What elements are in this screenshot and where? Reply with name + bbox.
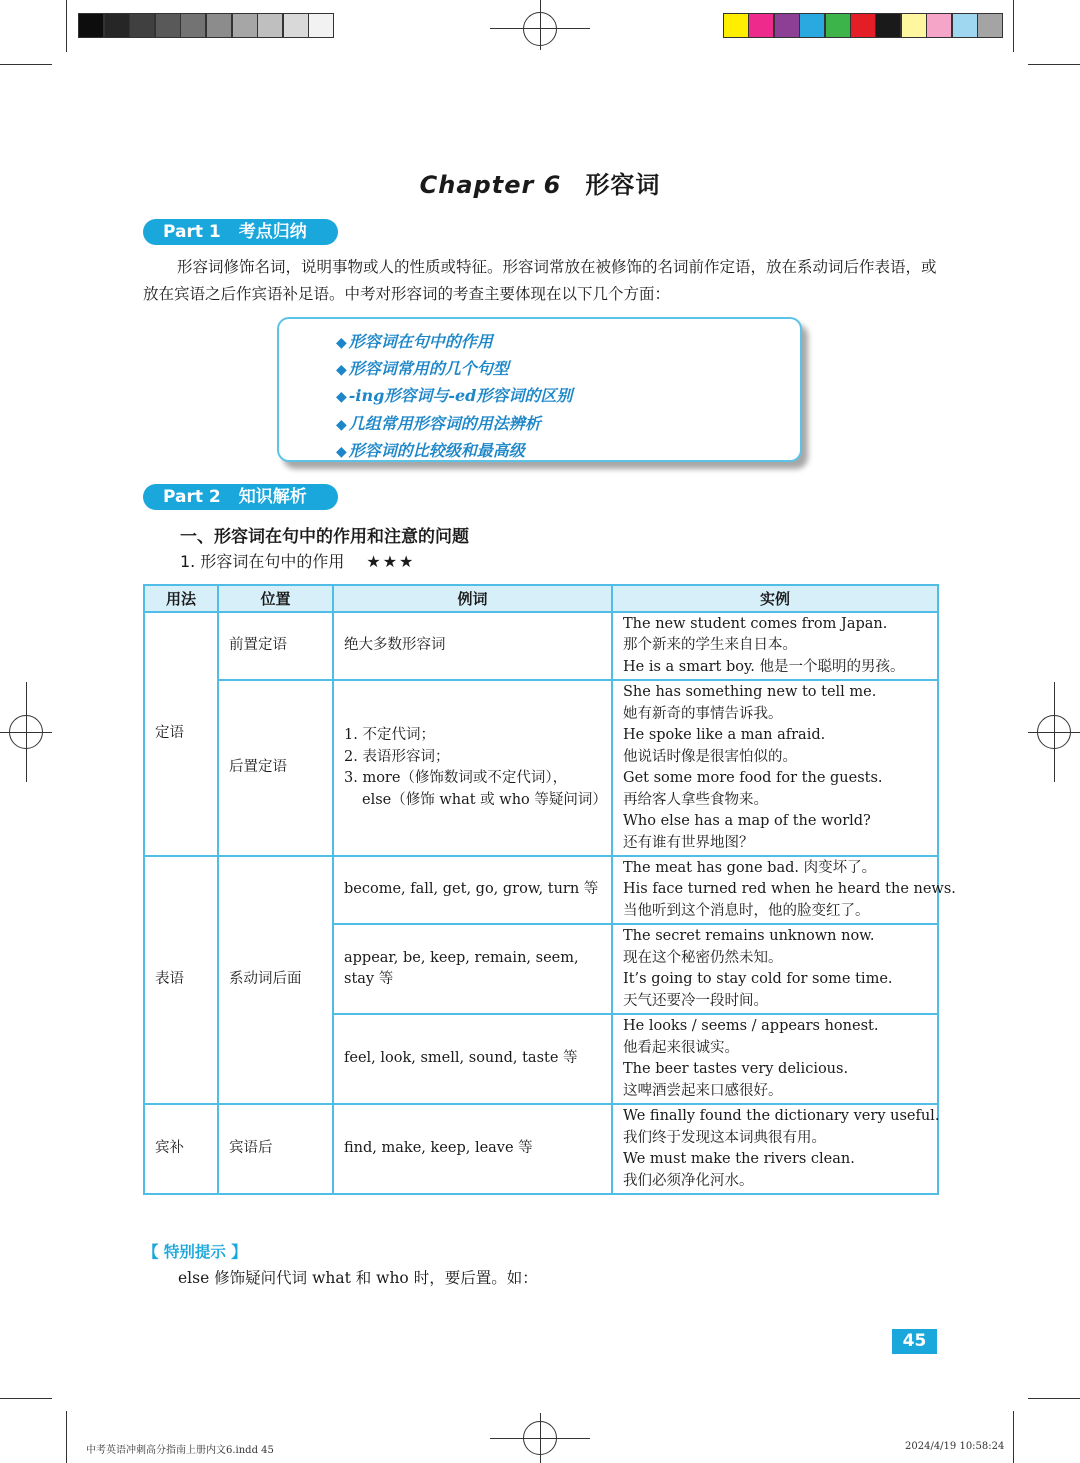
diamond-icon: ◆ [336, 416, 347, 433]
color-swatch [926, 13, 952, 38]
column-header: 实例 [612, 585, 938, 612]
section-heading: 一、形容词在句中的作用和注意的问题 [180, 527, 469, 547]
column-header: 例词 [333, 585, 612, 612]
part2-label: 知识解析 [238, 487, 307, 507]
diamond-icon: ◆ [336, 443, 347, 460]
key-point: ◆ 形容词常用的几个句型 [336, 359, 509, 379]
gray-swatch [104, 13, 130, 38]
gray-swatch [232, 13, 258, 38]
subsection-heading: 1. 形容词在句中的作用 ★★★ [180, 552, 416, 571]
table-header-row [144, 585, 938, 612]
footer-file-name: 中考英语冲刺高分指南上册内文6.indd 45 [86, 1445, 274, 1456]
gray-swatch [129, 13, 155, 38]
special-tip-title: 【 特别提示 】 [143, 1243, 247, 1261]
part1-label: 考点归纳 [238, 222, 307, 242]
examples-cell: She has something new to tell me. 她有新奇的事情告诉我。 He spoke like a man afraid. 他说话时像是很害怕似的。 Get some more food for the guests. 再给客人拿些食物来。 Who else has a map of the world? 还有谁有世界地图？ [612, 680, 938, 856]
position-cell: 系动词后面 [218, 856, 333, 1104]
part1-intro: 形容词修饰名词，说明事物或人的性质或特征。形容词常放在被修饰的名词前作定语，放在系动词后作表语，或放在宾语之后作宾语补足语。中考对形容词的考查主要体现在以下几个方面： [143, 258, 937, 303]
examples-cell: The meat has gone bad. 肉变坏了。 His face turned red when he heard the news. 当他听到这个消息时，他的脸变红了。 [612, 856, 938, 924]
diamond-icon: ◆ [336, 335, 347, 351]
part2-number: Part 2 [163, 487, 221, 507]
gray-swatch [257, 13, 283, 38]
special-tip-body: else 修饰疑问代词 what 和 who 时，要后置。如： [178, 1269, 538, 1287]
words-cell: feel, look, smell, sound, taste 等 [333, 1014, 612, 1104]
key-point: ◆ 形容词的比较级和最高级 [336, 440, 525, 460]
part2-pill [143, 484, 338, 510]
crop-mark [66, 0, 67, 52]
gray-swatch [78, 13, 104, 38]
key-points-box [277, 317, 802, 462]
gray-swatch [155, 13, 181, 38]
table-row [144, 856, 938, 924]
color-swatch [748, 13, 774, 38]
words-cell: 1. 不定代词； 2. 表语形容词； 3. more（修饰数词或不定代词）， else（修饰 what 或 who 等疑问词） [333, 680, 612, 856]
color-swatch [901, 13, 927, 38]
difficulty-stars: ★★★ [366, 552, 416, 571]
key-point: ◆ 形容词在句中的作用 [336, 332, 493, 351]
crop-mark [1028, 64, 1080, 65]
crop-mark [1013, 0, 1014, 52]
key-point: ◆ -ing形容词与-ed形容词的区别 [336, 386, 573, 406]
color-swatch [723, 13, 749, 38]
position-cell: 后置定语 [218, 680, 333, 856]
crop-mark [0, 64, 52, 65]
table-row [144, 612, 938, 680]
color-swatch [952, 13, 978, 38]
words-cell: 绝大多数形容词 [333, 612, 612, 680]
column-header: 位置 [218, 585, 333, 612]
gray-swatch [283, 13, 309, 38]
usage-cell: 宾补 [144, 1104, 218, 1194]
words-cell: become, fall, get, go, grow, turn 等 [333, 856, 612, 924]
footer-timestamp: 2024/4/19 10:58:24 [905, 1441, 1005, 1452]
table-row [144, 1104, 938, 1194]
examples-cell: The secret remains unknown now. 现在这个秘密仍然未知。 It’s going to stay cold for some time. 天气还要冷一段时间。 [612, 924, 938, 1014]
color-swatch [774, 13, 800, 38]
crop-mark [1013, 1411, 1014, 1463]
table-row [144, 680, 938, 856]
position-cell: 前置定语 [218, 612, 333, 680]
chapter-title [0, 165, 1080, 200]
examples-cell: The new student comes from Japan. 那个新来的学生来自日本。 He is a smart boy. 他是一个聪明的男孩。 [612, 612, 938, 680]
color-swatch [977, 13, 1003, 38]
color-swatch [850, 13, 876, 38]
crop-mark [1028, 1398, 1080, 1399]
page-number: 45 [892, 1329, 937, 1354]
color-swatch [875, 13, 901, 38]
gray-swatch [206, 13, 232, 38]
examples-cell: He looks / seems / appears honest. 他看起来很诚实。 The beer tastes very delicious. 这啤酒尝起来口感很好。 [612, 1014, 938, 1104]
part1-pill [143, 219, 338, 245]
usage-cell: 表语 [144, 856, 218, 1104]
words-cell: find, make, keep, leave 等 [333, 1104, 612, 1194]
key-points-list [336, 329, 572, 465]
crop-mark [0, 1398, 52, 1399]
chapter-name: 形容词 [585, 170, 661, 199]
gray-swatch [308, 13, 334, 38]
adjective-usage-table [143, 584, 956, 1195]
crop-mark [66, 1411, 67, 1463]
diamond-icon: ◆ [336, 362, 347, 379]
examples-cell: We finally found the dictionary very useful. 我们终于发现这本词典很有用。 We must make the rivers clean. 我们必须净化河水。 [612, 1104, 938, 1194]
color-swatch [799, 13, 825, 38]
words-cell: appear, be, keep, remain, seem, stay 等 [333, 924, 612, 1014]
color-swatch [825, 13, 851, 38]
diamond-icon: ◆ [336, 389, 347, 406]
column-header: 用法 [144, 585, 218, 612]
chapter-label: Chapter 6 [419, 171, 562, 199]
usage-cell: 定语 [144, 612, 218, 856]
gray-swatch [180, 13, 206, 38]
key-point: ◆ 几组常用形容词的用法辨析 [336, 413, 541, 433]
position-cell: 宾语后 [218, 1104, 333, 1194]
part1-number: Part 1 [163, 222, 221, 242]
